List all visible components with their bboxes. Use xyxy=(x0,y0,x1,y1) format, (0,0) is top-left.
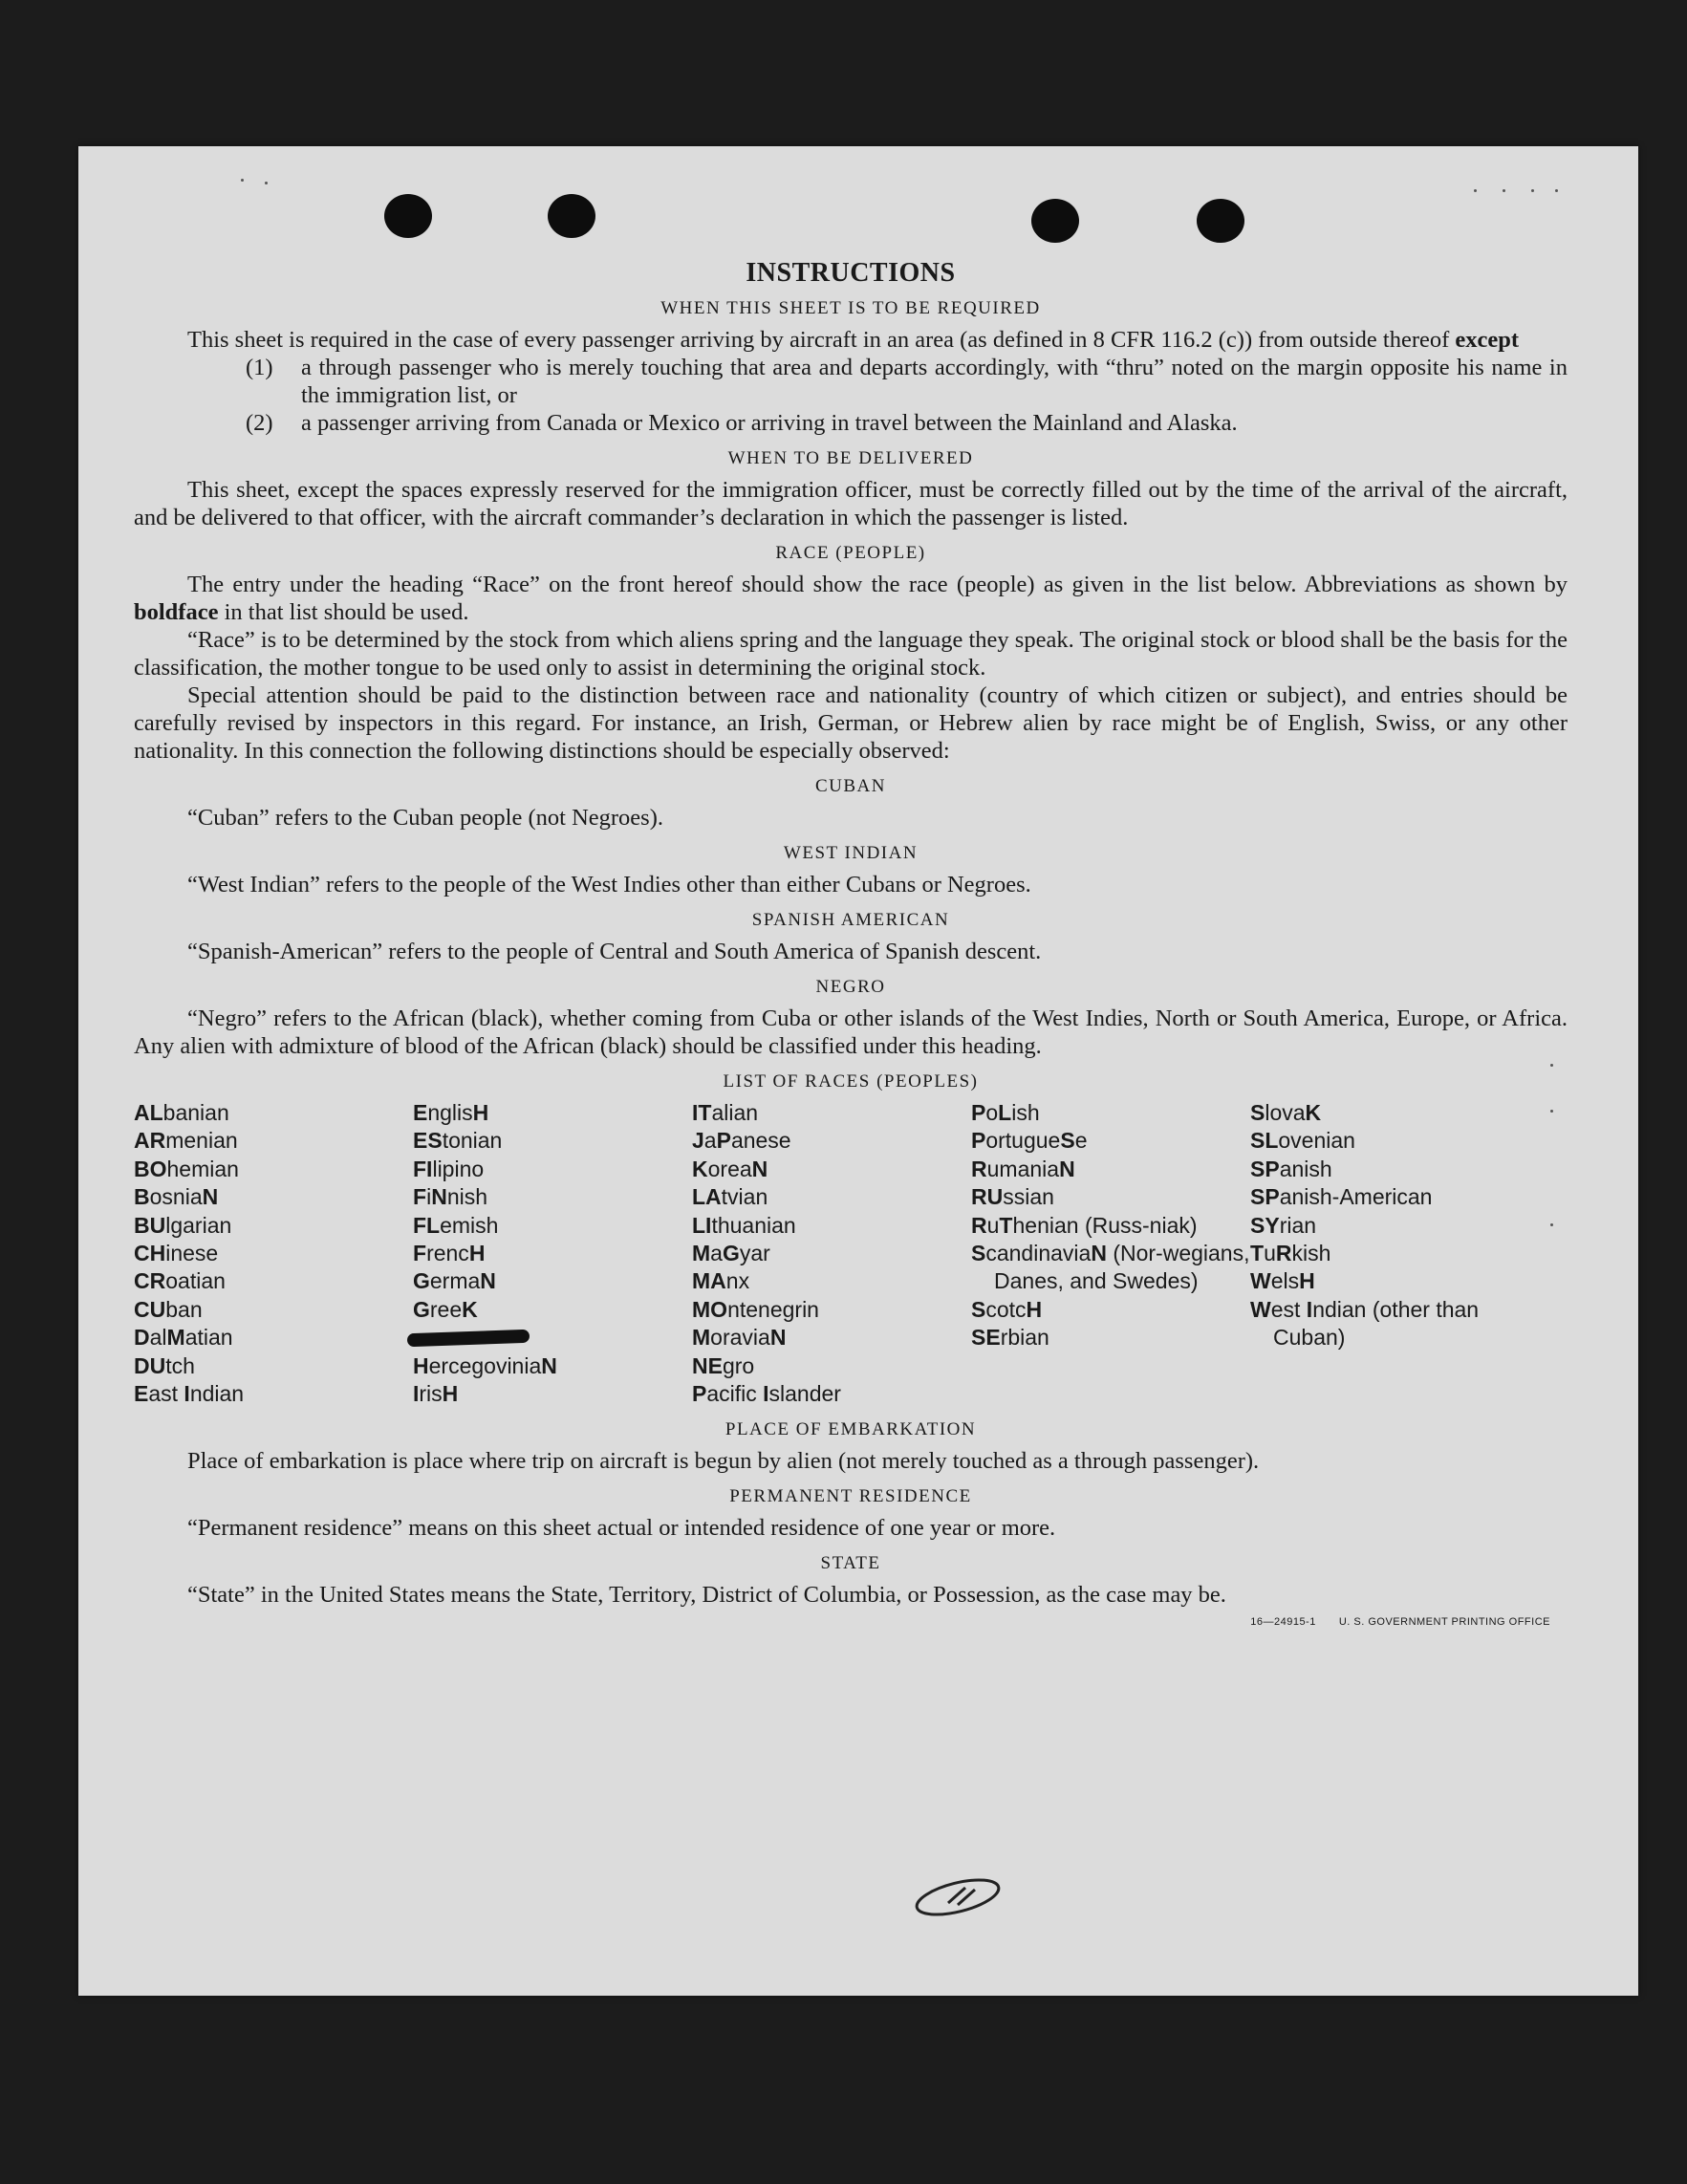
races-column xyxy=(134,1099,413,1408)
race-entry: DalMatian xyxy=(134,1325,233,1351)
exception-item: (2) a passenger arriving from Canada or Mexico or arriving in travel between the Mainland and Alaska. xyxy=(246,410,1238,436)
section-heading-west-indian: WEST INDIAN xyxy=(783,843,919,863)
section-heading-embarkation: PLACE OF EMBARKATION xyxy=(725,1419,977,1440)
when-required-text: This sheet is required in the case of every passenger arriving by aircraft in an area (as defined in 8 CFR 116.2 (c)) from outside thereof except xyxy=(187,327,1520,353)
when-delivered-text: This sheet, except the spaces expressly reserved for the immigration officer, must be correctly filled out by the time of the arrival of the aircraft, and be delivered to that officer, with the aircraft commander’s declaration in which the passenger is listed. xyxy=(134,477,1568,530)
race-entry: TuRkish xyxy=(1250,1241,1331,1266)
race-entry: ARmenian xyxy=(134,1128,238,1154)
section-heading-when-delivered: WHEN TO BE DELIVERED xyxy=(727,448,974,468)
race-entry: GermaN xyxy=(413,1268,496,1294)
paper-speck xyxy=(1503,189,1505,192)
race-entry: FrencH xyxy=(413,1241,486,1266)
race-entry: DUtch xyxy=(134,1352,195,1378)
race-entry: PortugueSe xyxy=(971,1128,1088,1154)
race-entry: MOntenegrin xyxy=(692,1296,819,1322)
punch-hole xyxy=(1197,199,1244,243)
state-text: “State” in the United States means the State, Territory, District of Columbia, or Possession, as the case may be. xyxy=(187,1582,1226,1609)
race-entry: CUban xyxy=(134,1296,203,1322)
redaction-mark xyxy=(407,1330,530,1347)
races-column xyxy=(1250,1099,1529,1408)
races-column xyxy=(413,1099,692,1408)
race-entry: MaGyar xyxy=(692,1241,770,1266)
race-entry: PoLish xyxy=(971,1100,1040,1125)
race-entry: ScotcH xyxy=(971,1296,1043,1322)
race-entry: GreeK xyxy=(413,1296,478,1322)
race-entry: EnglisH xyxy=(413,1100,489,1125)
race-entry: RumaniaN xyxy=(971,1156,1075,1181)
negro-text: “Negro” refers to the African (black), whether coming from Cuba or other islands of the West Indies, North or South America, Europe, or Africa. Any alien with admixture of blood of the African (black) should be classified under this heading. xyxy=(134,1006,1568,1059)
instructions-content xyxy=(134,259,1568,1640)
section-heading-permanent-residence: PERMANENT RESIDENCE xyxy=(729,1486,972,1507)
race-entry: RUssian xyxy=(971,1184,1054,1210)
handwritten-mark-icon xyxy=(910,1874,1006,1920)
race-entry: BUlgarian xyxy=(134,1212,232,1238)
exception-item: (1) a through passenger who is merely touching that area and departs accordingly, with “thru” noted on the margin opposite his name in the immigration list, or xyxy=(246,355,1568,408)
race-entry: ALbanian xyxy=(134,1100,229,1125)
race-entry: FLemish xyxy=(413,1212,499,1238)
document-page xyxy=(78,146,1638,1996)
footer xyxy=(134,1609,1568,1640)
paper-speck xyxy=(1531,189,1534,192)
race-entry: SErbian xyxy=(971,1325,1049,1351)
section-heading-negro: NEGRO xyxy=(815,977,886,997)
race-entry: HercegoviniaN xyxy=(413,1352,557,1378)
race-entry: NEgro xyxy=(692,1352,755,1378)
spanish-american-text: “Spanish-American” refers to the people of Central and South America of Spanish descent. xyxy=(187,939,1042,964)
race-entry: EStonian xyxy=(413,1128,503,1154)
punch-hole xyxy=(548,194,595,238)
race-entry: SYrian xyxy=(1250,1212,1317,1238)
race-entry: West Indian (other than Cuban) xyxy=(1250,1296,1480,1351)
race-entry: WelsH xyxy=(1250,1268,1315,1294)
cuban-text: “Cuban” refers to the Cuban people (not Negroes). xyxy=(187,805,663,831)
race-entry: FIlipino xyxy=(413,1156,485,1181)
race-entry: MoraviaN xyxy=(692,1325,787,1351)
race-paragraph-2: “Race” is to be determined by the stock from which aliens spring and the language they speak. The original stock or blood shall be the basis for the classification, the mother tongue to be used only to assist in determining the original stock. xyxy=(134,627,1568,681)
race-entry: ITalian xyxy=(692,1100,759,1125)
section-heading-when-required: WHEN THIS SHEET IS TO BE REQUIRED xyxy=(660,298,1041,318)
race-paragraph-3: Special attention should be paid to the distinction between race and nationality (country of which citizen or subject), and entries should be carefully revised by inspectors in this regard. For instance, an Irish, German, or Hebrew alien by race might be of English, Swiss, or any other nationality. In this connection the following distinctions should be especially observed: xyxy=(134,682,1568,764)
race-entry: Pacific Islander xyxy=(692,1381,841,1407)
paper-speck xyxy=(1555,189,1558,192)
races-column xyxy=(692,1099,971,1408)
race-entry: CHinese xyxy=(134,1241,219,1266)
race-entry: JaPanese xyxy=(692,1128,791,1154)
race-entry xyxy=(413,1324,692,1351)
section-heading-state: STATE xyxy=(820,1553,881,1574)
race-entry: LAtvian xyxy=(692,1184,768,1210)
race-paragraph-1: The entry under the heading “Race” on the front hereof should show the race (people) as given in the list below. Abbreviations as shown by boldface in that list should be used. xyxy=(134,572,1568,625)
page-title: INSTRUCTIONS xyxy=(746,258,956,288)
race-entry: FiNnish xyxy=(413,1184,488,1210)
exceptions-list xyxy=(134,354,1568,437)
paper-speck xyxy=(241,179,244,182)
punch-hole xyxy=(384,194,432,238)
section-heading-spanish-american: SPANISH AMERICAN xyxy=(751,910,950,930)
race-entry: SPanish xyxy=(1250,1156,1332,1181)
race-entry: KoreaN xyxy=(692,1156,768,1181)
section-heading-race: RACE (PEOPLE) xyxy=(775,543,926,563)
race-entry: BosniaN xyxy=(134,1184,219,1210)
race-entry: SPanish-American xyxy=(1250,1184,1433,1210)
printer-imprint: 16—24915-1 U. S. GOVERNMENT PRINTING OFFICE xyxy=(1250,1616,1550,1629)
permanent-residence-text: “Permanent residence” means on this sheet actual or intended residence of one year or more. xyxy=(187,1515,1056,1542)
section-heading-list-of-races: LIST OF RACES (PEOPLES) xyxy=(723,1071,979,1092)
embarkation-text: Place of embarkation is place where trip on aircraft is begun by alien (not merely touched as a through passenger). xyxy=(187,1448,1260,1475)
race-entry: IrisH xyxy=(413,1381,459,1407)
race-entry: SlovaK xyxy=(1250,1100,1322,1125)
race-entry: RuThenian (Russ-niak) xyxy=(971,1212,1198,1238)
race-entry: SLovenian xyxy=(1250,1128,1355,1154)
race-entry: ScandinaviaN (Nor-wegians, Danes, and Swedes) xyxy=(971,1241,1250,1294)
punch-hole xyxy=(1031,199,1079,243)
race-entry: BOhemian xyxy=(134,1156,239,1181)
races-column xyxy=(971,1099,1250,1408)
paper-speck xyxy=(265,182,268,184)
race-entry: MAnx xyxy=(692,1268,750,1294)
races-list xyxy=(134,1099,1568,1408)
section-heading-cuban: CUBAN xyxy=(814,776,886,796)
race-entry: East Indian xyxy=(134,1381,245,1407)
race-entry: LIthuanian xyxy=(692,1212,796,1238)
race-entry: CRoatian xyxy=(134,1268,226,1294)
paper-speck xyxy=(1474,189,1477,192)
west-indian-text: “West Indian” refers to the people of the West Indies other than either Cubans or Negroes. xyxy=(187,872,1031,897)
